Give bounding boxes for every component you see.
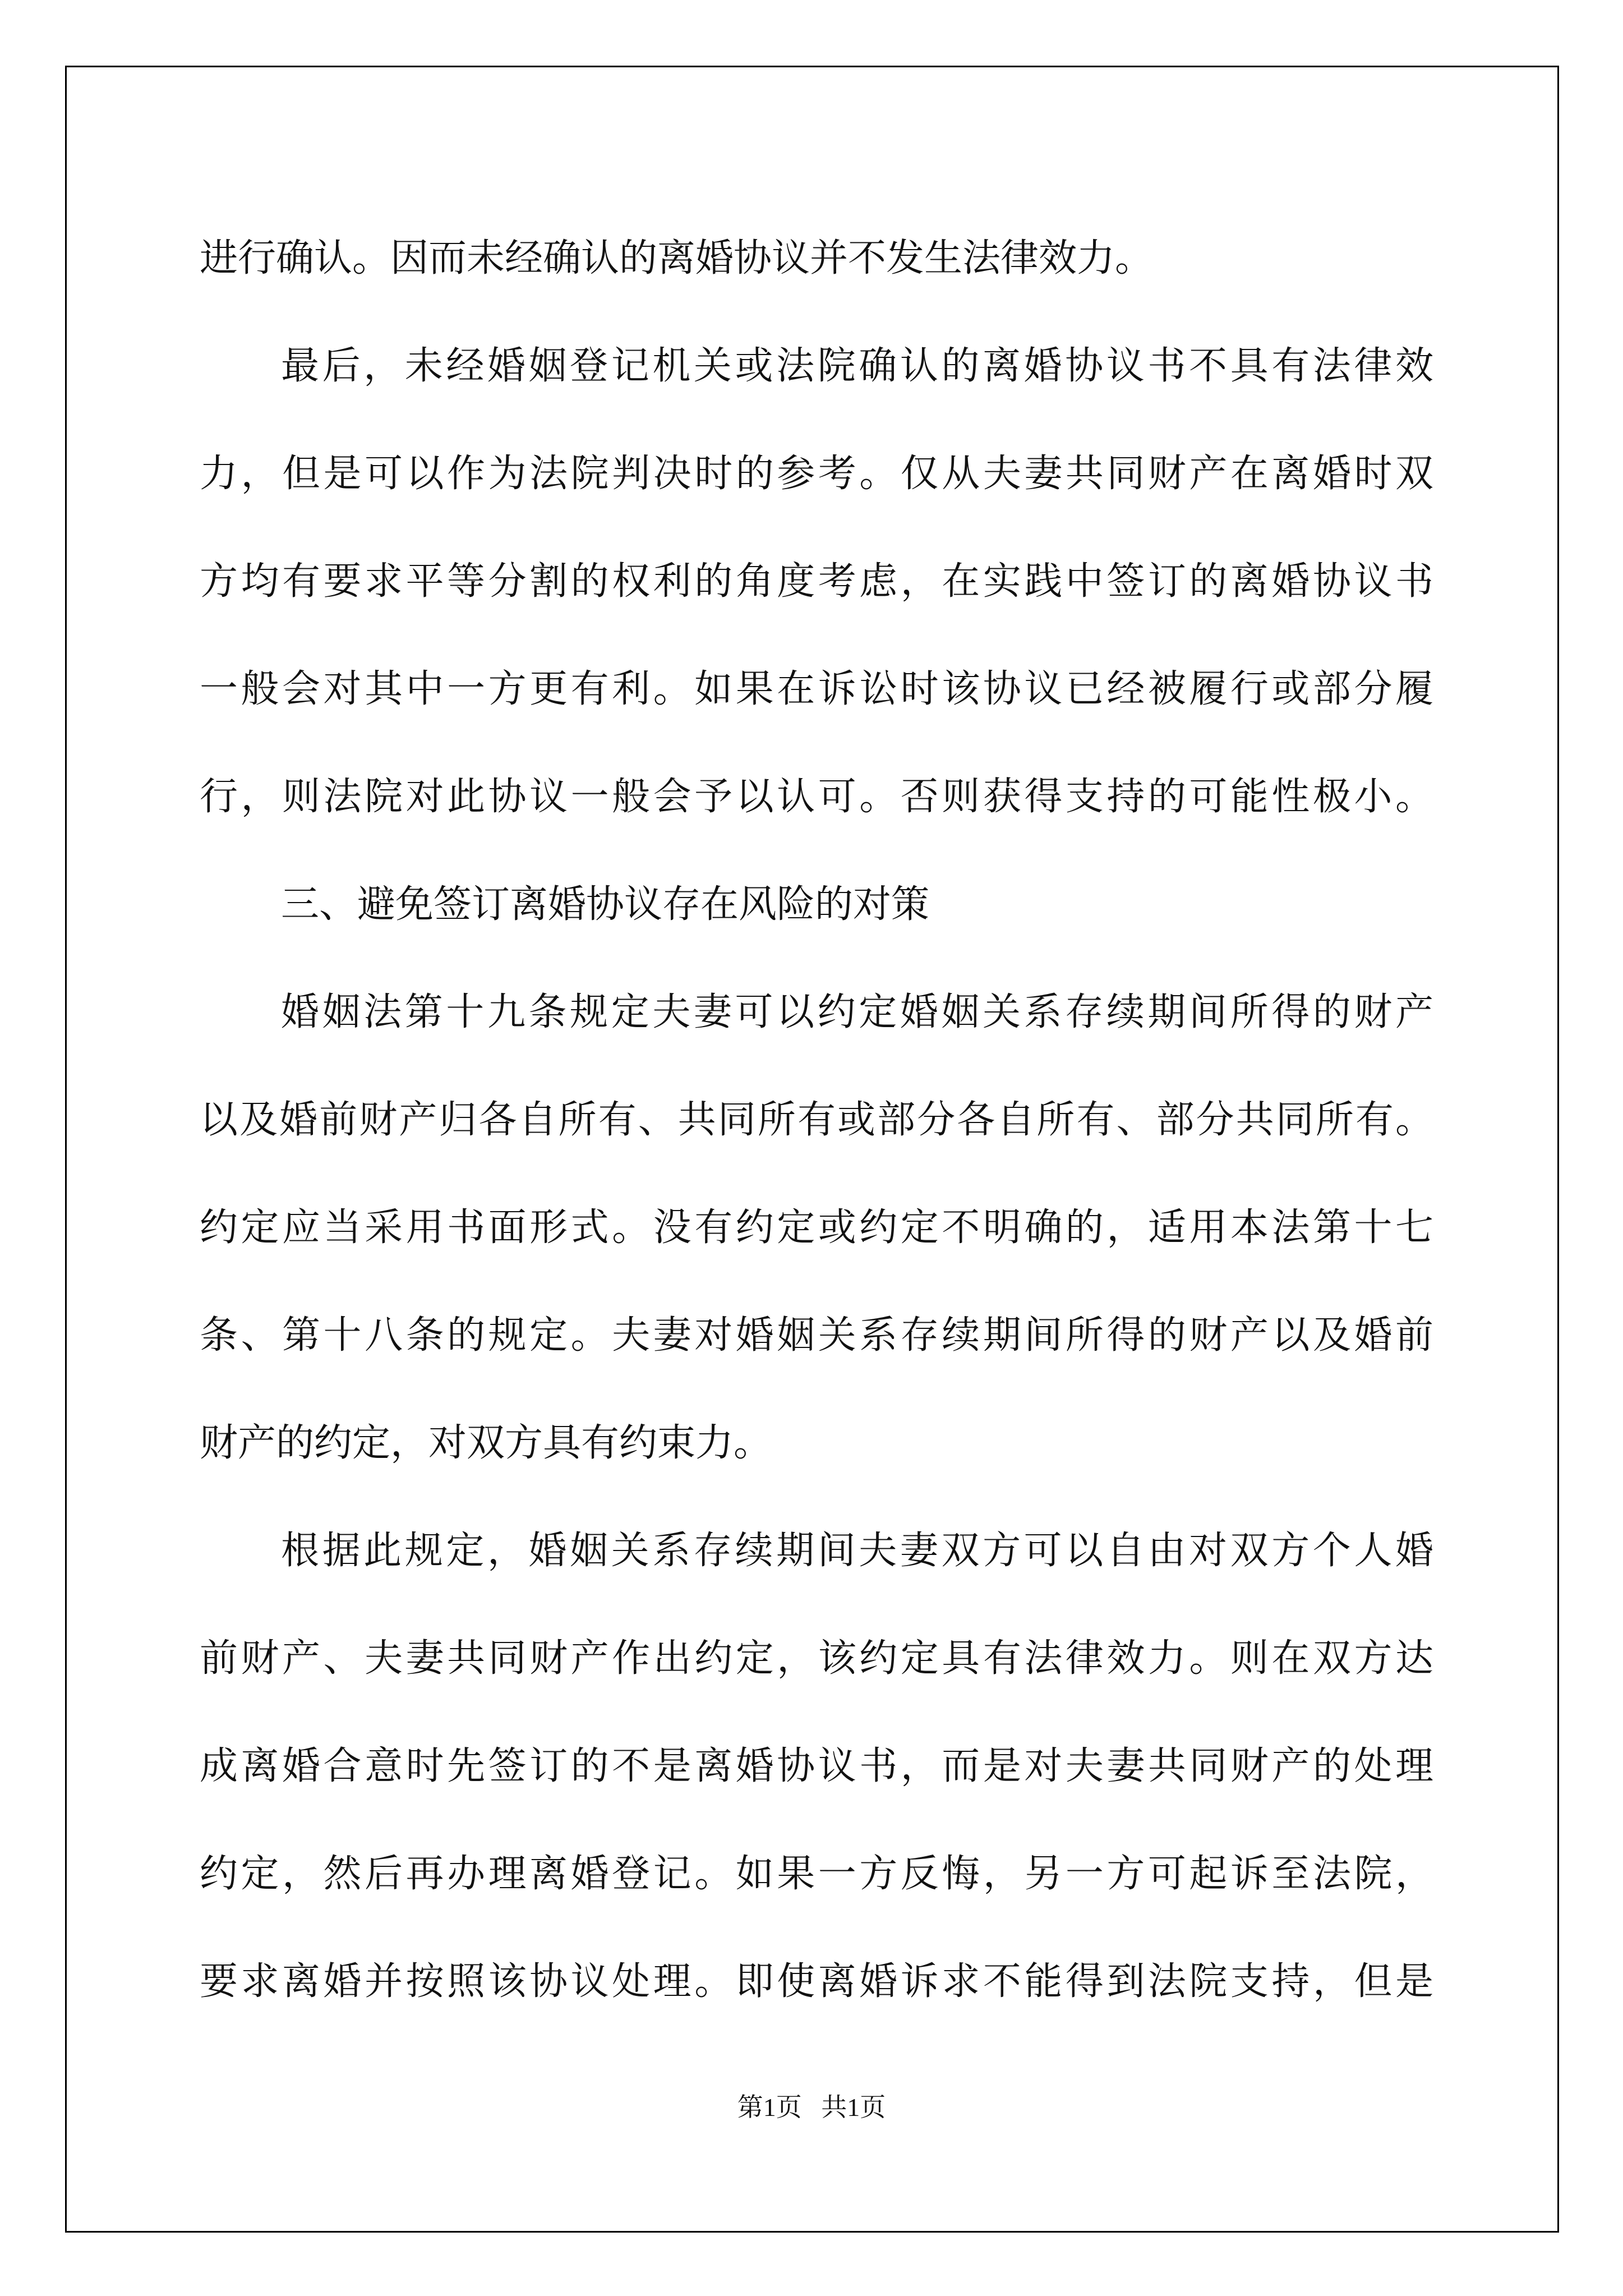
- text-line: 根据此规定，婚姻关系存续期间夫妻双方可以自由对双方个人婚: [281, 1529, 1433, 1573]
- text-line: 力，但是可以作为法院判决时的参考。仅从夫妻共同财产在离婚时双: [200, 452, 1433, 496]
- page-footer: [0, 2087, 1623, 2124]
- text-line: 条、第十八条的规定。夫妻对婚姻关系存续期间所得的财产以及婚前: [200, 1313, 1433, 1358]
- text-line: 约定应当采用书面形式。没有约定或约定不明确的，适用本法第十七: [200, 1205, 1433, 1250]
- text-line: 方均有要求平等分割的权利的角度考虑，在实践中签订的离婚协议书: [200, 559, 1433, 604]
- text-line: 一般会对其中一方更有利。如果在诉讼时该协议已经被履行或部分履: [200, 667, 1433, 711]
- text-line: 成离婚合意时先签订的不是离婚协议书，而是对夫妻共同财产的处理: [200, 1744, 1433, 1788]
- page-number: 第1页: [737, 2093, 802, 2122]
- section-heading: 三、避免签订离婚协议存在风险的对策: [281, 882, 930, 927]
- text-line: 财产的约定，对双方具有约束力。: [200, 1421, 772, 1465]
- text-line: 约定，然后再办理离婚登记。如果一方反悔，另一方可起诉至法院，: [200, 1852, 1433, 1896]
- text-line: 以及婚前财产归各自所有、共同所有或部分各自所有、部分共同所有。: [200, 1098, 1433, 1142]
- text-line: 进行确认。因而未经确认的离婚协议并不发生法律效力。: [200, 236, 1154, 280]
- text-line: 行，则法院对此协议一般会予以认可。否则获得支持的可能性极小。: [200, 775, 1433, 819]
- page-total: 共1页: [821, 2093, 886, 2122]
- text-line: 婚姻法第十九条规定夫妻可以约定婚姻关系存续期间所得的财产: [281, 990, 1433, 1034]
- text-line: 前财产、夫妻共同财产作出约定，该约定具有法律效力。则在双方达: [200, 1636, 1433, 1681]
- text-line: 最后，未经婚姻登记机关或法院确认的离婚协议书不具有法律效: [281, 344, 1433, 388]
- text-line: 要求离婚并按照该协议处理。即使离婚诉求不能得到法院支持，但是: [200, 1959, 1433, 2004]
- document-body: [200, 205, 1433, 2036]
